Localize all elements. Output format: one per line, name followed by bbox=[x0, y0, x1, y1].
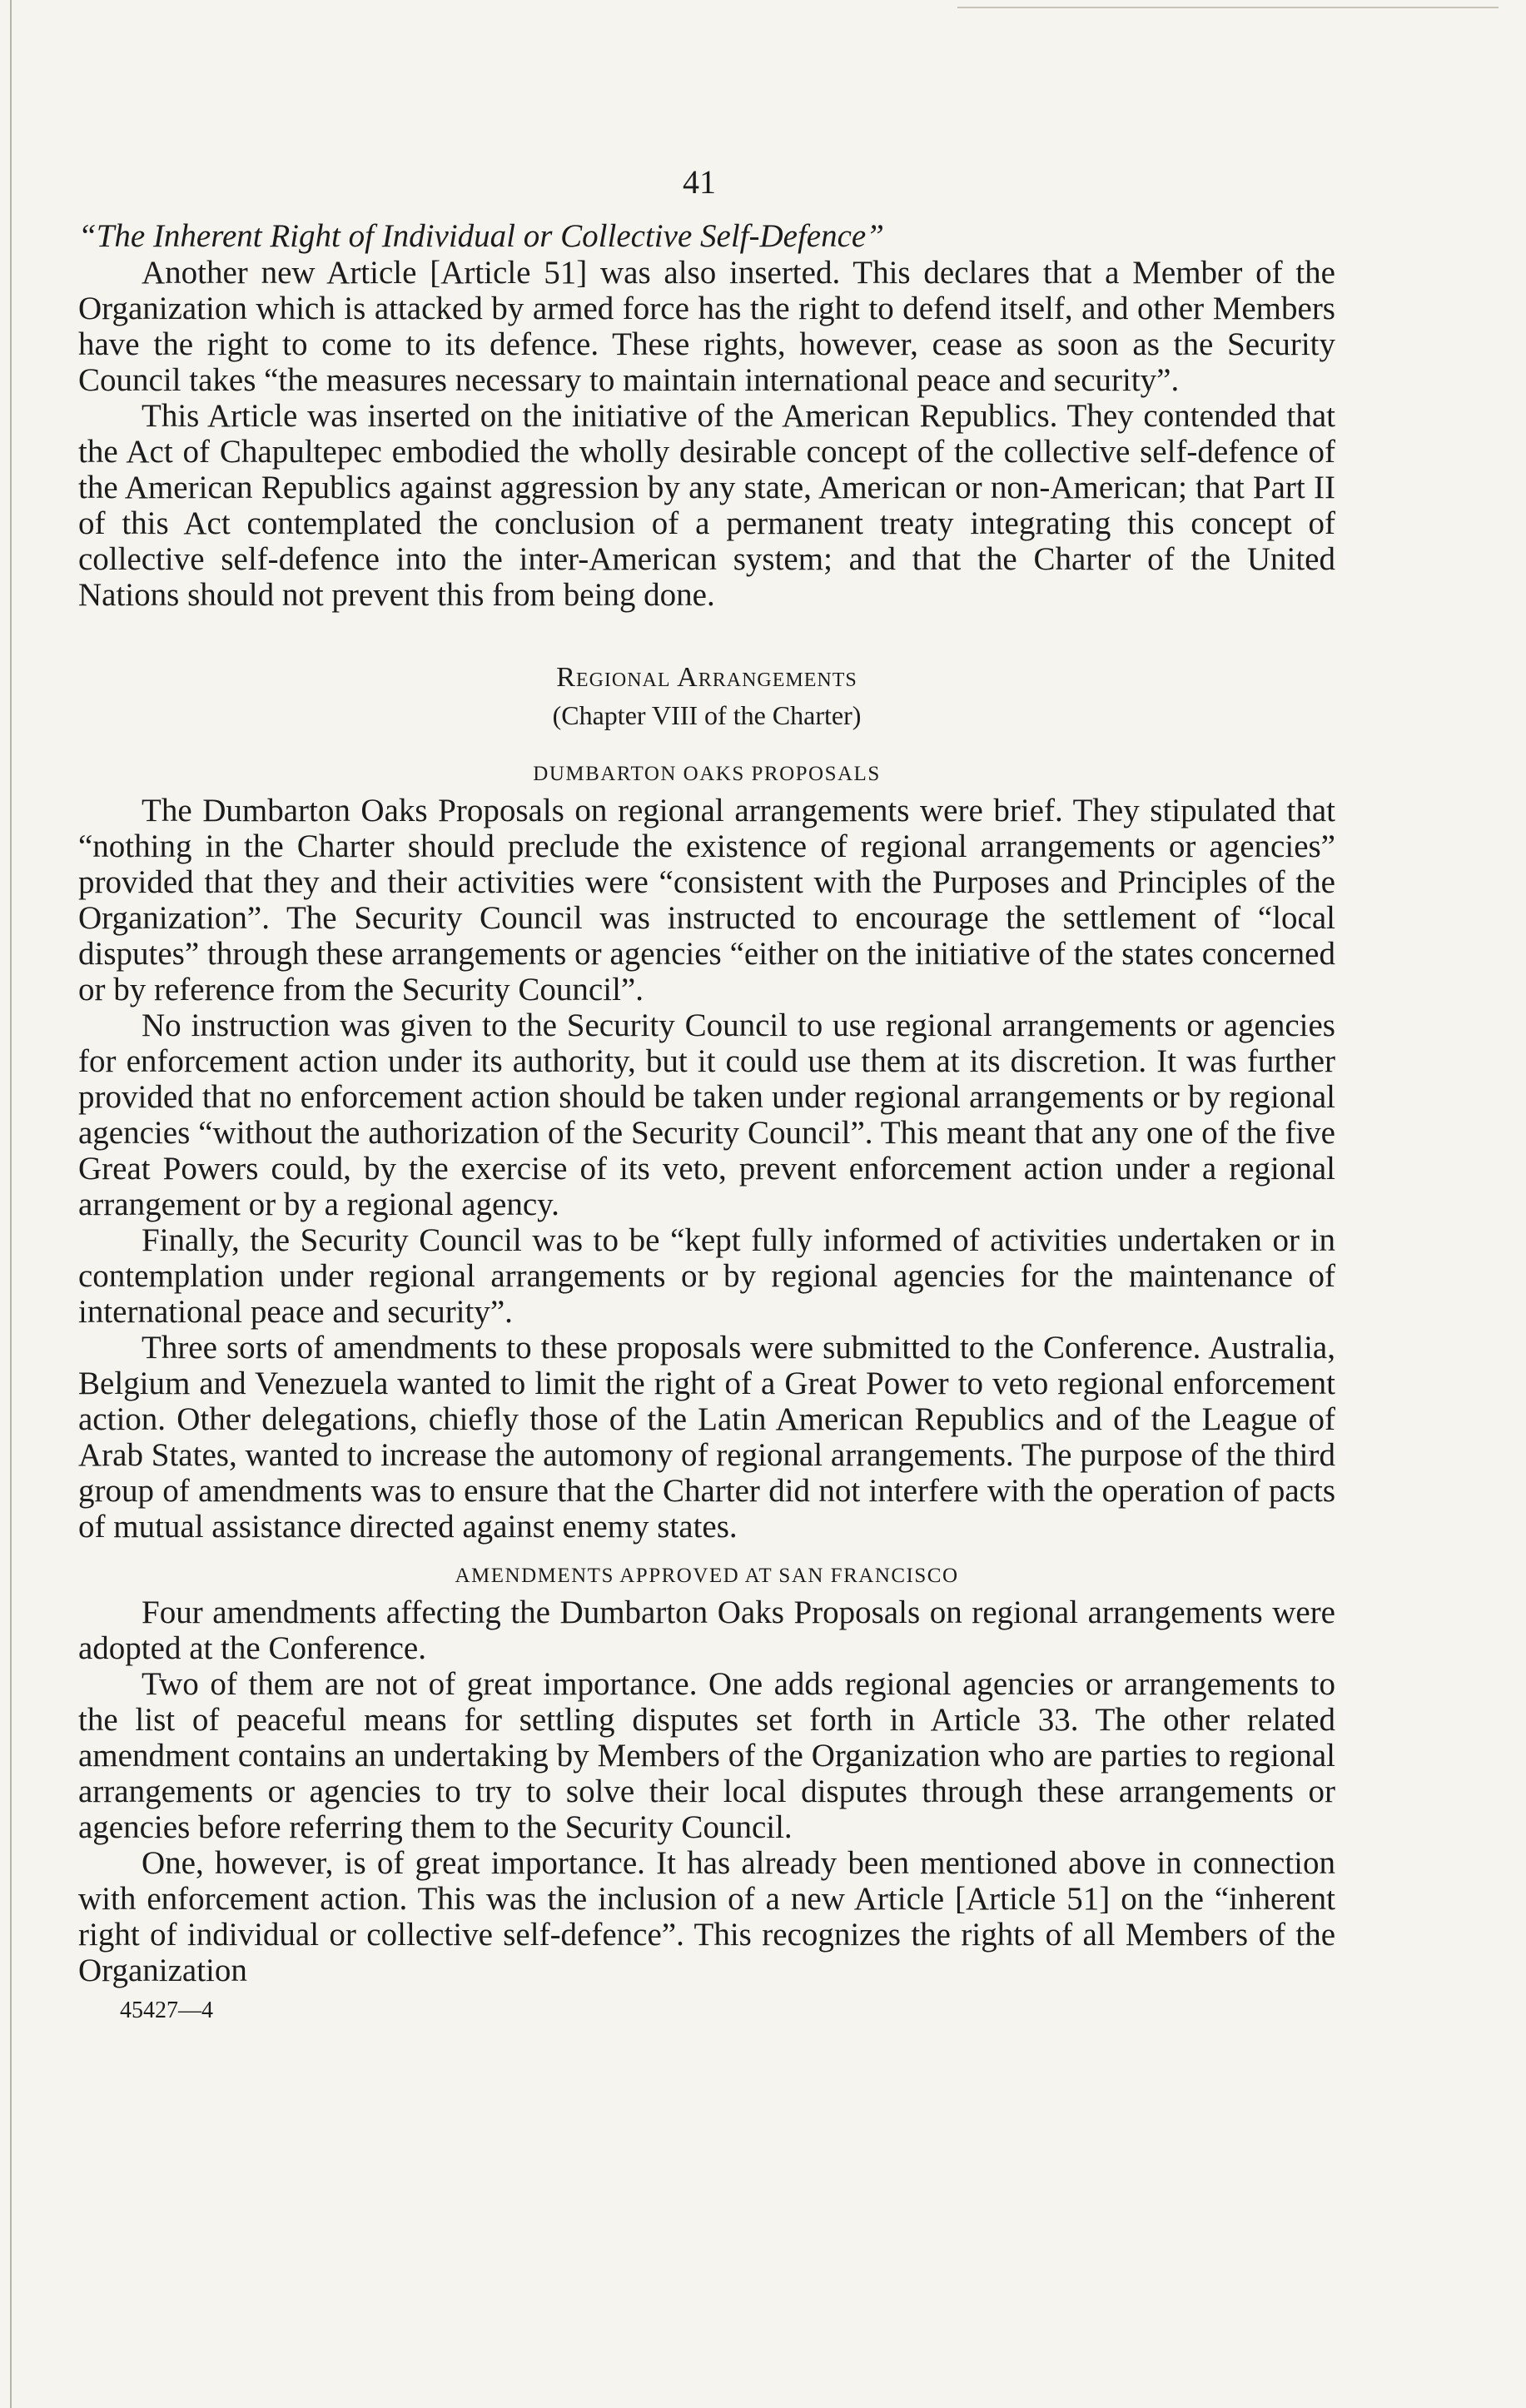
paragraph: One, however, is of great importance. It has already been mentioned above in connection with enforcement action. This was the inclusion of a new Article [Article 51] on the “inherent right of individual or collective self-defence”. This recognizes the rights of all Members of the Organization bbox=[78, 1845, 1335, 1988]
paragraph: Four amendments affecting the Dumbarton Oaks Proposals on regional arrangements were adopted at the Conference. bbox=[78, 1595, 1335, 1666]
paragraph: This Article was inserted on the initiative of the American Republics. They contended that the Act of Chapultepec embodied the wholly desirable concept of the collective self-defence of the American Republics against aggression by any state, American or non-American; that Part II of this Act contemplated the conclusion of a permanent treaty integrating this concept of collective self-defence into the inter-American system; and that the Charter of the United Nations should not prevent this from being done. bbox=[78, 398, 1335, 613]
paragraph: Another new Article [Article 51] was also inserted. This declares that a Member of the Organization which is attacked by armed force has the right to defend itself, and other Members have the right to come to its defence. These rights, however, cease as soon as the Security Council takes “the measures necessary to maintain international peace and security”. bbox=[78, 255, 1335, 398]
paragraph: Three sorts of amendments to these proposals were submitted to the Conference. Australia, Belgium and Venezuela wanted to limit the right of a Great Power to veto regional enforcement action. Other delegations, chiefly those of the Latin American Republics and of the League of Arab States, wanted to increase the automony of regional arrangements. The purpose of the third group of amendments was to ensure that the Charter did not interfere with the operation of pacts of mutual assistance directed against enemy states. bbox=[78, 1330, 1335, 1545]
paragraph: The Dumbarton Oaks Proposals on regional arrangements were brief. They stipulated that “nothing in the Charter should preclude the existence of regional arrangements or agencies” provided that they and their activities were “consistent with the Purposes and Principles of the Organization”. The Security Council was instructed to encourage the settlement of “local disputes” through these arrangements or agencies “either on the initiative of the states concerned or by reference from the Security Council”. bbox=[78, 793, 1335, 1007]
page-number: 41 bbox=[683, 163, 716, 201]
subheading-dumbarton-oaks: DUMBARTON OAKS PROPOSALS bbox=[533, 763, 881, 785]
page-edge-line bbox=[10, 0, 12, 2408]
document-body bbox=[78, 218, 1335, 2025]
heading-self-defence: “The Inherent Right of Individual or Collective Self-Defence” bbox=[78, 218, 884, 254]
scan-edge-line bbox=[957, 7, 1499, 8]
paragraph: Two of them are not of great importance. One adds regional agencies or arrangements to the list of peaceful means for settling disputes set forth in Article 33. The other related amendment contains an undertaking by Members of the Organization who are parties to regional arrangements or agencies to try to solve their local disputes through these arrangements or agencies before referring them to the Security Council. bbox=[78, 1666, 1335, 1845]
section-title: Regional Arrangements bbox=[556, 662, 857, 693]
footer-code: 45427—4 bbox=[120, 1998, 213, 2023]
paragraph: No instruction was given to the Security Council to use regional arrangements or agencies for enforcement action under its authority, but it could use them at its discretion. It was further provided that no enforcement action should be taken under regional arrangements or by regional agencies “without the authorization of the Security Council”. This meant that any one of the five Great Powers could, by the exercise of its veto, prevent enforcement action under a regional arrangement or by a regional agency. bbox=[78, 1007, 1335, 1222]
paragraph: Finally, the Security Council was to be “kept fully informed of activities undertaken or in contemplation under regional arrangements or by regional agencies for the maintenance of international peace and security”. bbox=[78, 1222, 1335, 1330]
section-subtitle: (Chapter VIII of the Charter) bbox=[552, 700, 862, 730]
subheading-amendments: AMENDMENTS APPROVED AT SAN FRANCISCO bbox=[455, 1565, 959, 1587]
